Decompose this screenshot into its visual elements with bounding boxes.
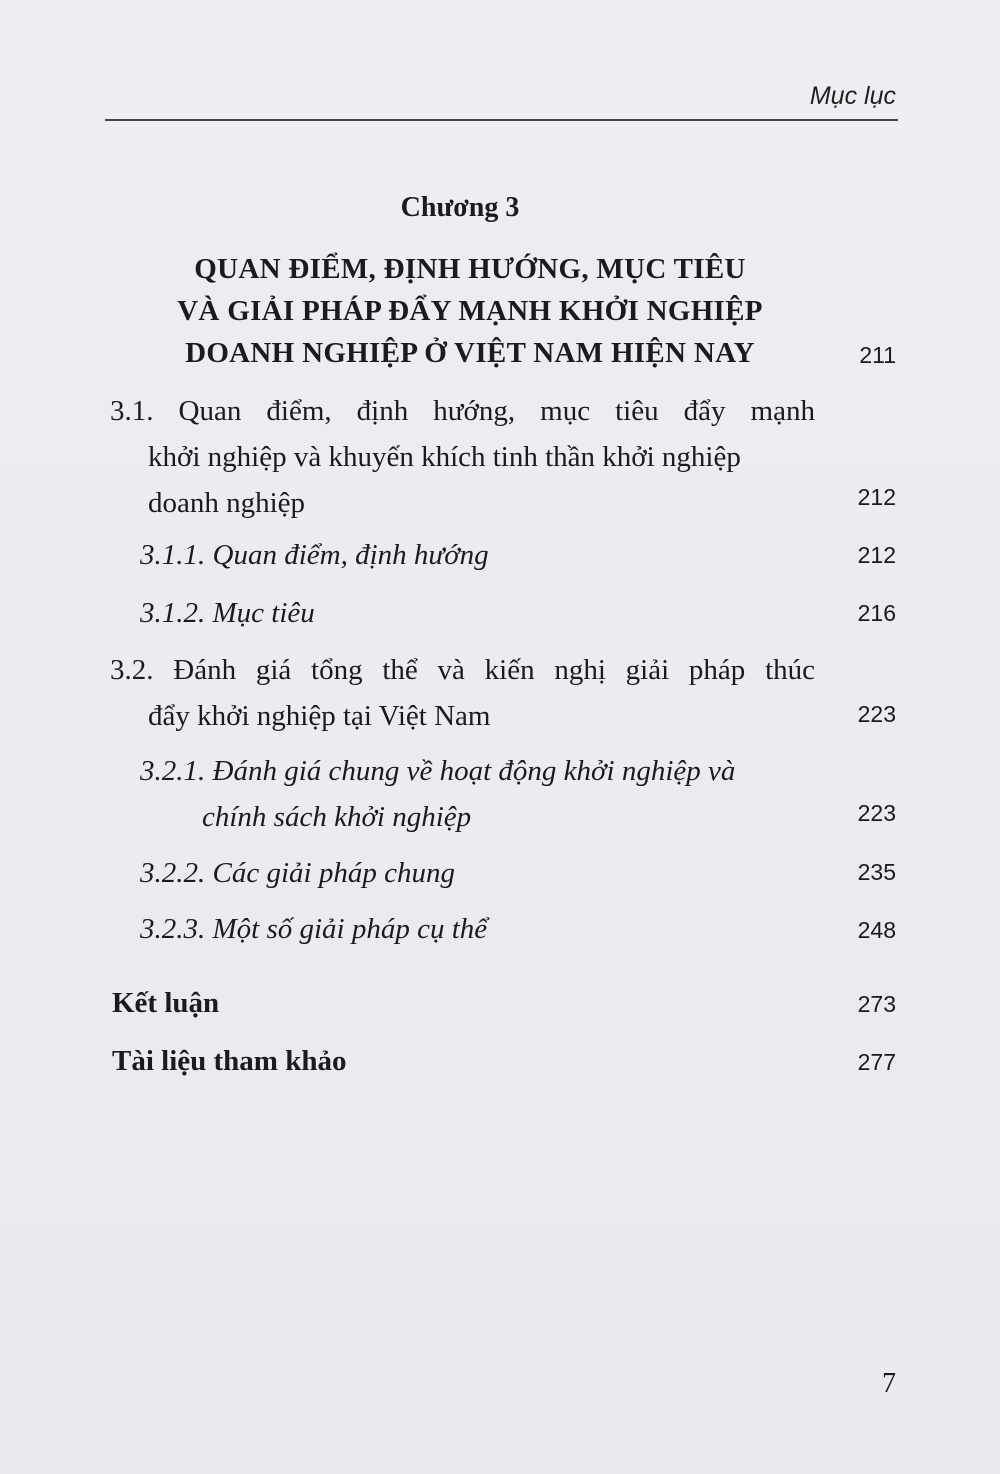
chapter-title-line: VÀ GIẢI PHÁP ĐẨY MẠNH KHỞI NGHIỆP (177, 295, 763, 327)
toc-page-number: 216 (857, 600, 896, 626)
page-number: 7 (882, 1368, 896, 1399)
toc-entry-line: 3.1.1. Quan điểm, định hướng (140, 539, 489, 571)
toc-entry-line: đẩy khởi nghiệp tại Việt Nam (148, 700, 491, 732)
toc-entry-line: 3.1.2. Mục tiêu (140, 597, 315, 629)
toc-page-number: 212 (857, 542, 896, 568)
toc-page-number: 223 (857, 800, 896, 826)
header-rule (105, 119, 898, 121)
toc-page-number: 277 (857, 1049, 896, 1075)
chapter-title (110, 248, 830, 374)
toc-entry-line: 3.2. Đánh giá tổng thể và kiến nghị giải pháp thúc (110, 654, 815, 686)
chapter-title-line: QUAN ĐIỂM, ĐỊNH HƯỚNG, MỤC TIÊU (194, 253, 746, 285)
toc-entry-3-2-2[interactable] (140, 850, 820, 896)
toc-page-number: 235 (857, 859, 896, 885)
toc-entry-3-1-2[interactable] (140, 590, 820, 636)
chapter-title-line: DOANH NGHIỆP Ở VIỆT NAM HIỆN NAY (185, 337, 755, 369)
toc-entry-line: 3.2.1. Đánh giá chung về hoạt động khởi nghiệp và (140, 755, 736, 787)
toc-entry-line: 3.1. Quan điểm, định hướng, mục tiêu đẩy mạnh (110, 395, 815, 427)
chapter-page-number: 211 (859, 342, 896, 368)
toc-page-number: 223 (857, 701, 896, 727)
chapter-label: Chương 3 (400, 192, 520, 223)
toc-entry-3-1-1[interactable] (140, 532, 820, 578)
toc-entry-line: 3.2.2. Các giải pháp chung (140, 857, 455, 889)
toc-entry-line: 3.2.3. Một số giải pháp cụ thể (140, 913, 488, 945)
toc-entry-3-2-3[interactable] (140, 906, 820, 952)
toc-entry-3-2[interactable] (110, 647, 815, 739)
toc-entry-line: khởi nghiệp và khuyến khích tinh thần khởi nghiệp (148, 441, 741, 473)
toc-entry-line: doanh nghiệp (148, 487, 306, 519)
toc-page-number: 273 (857, 991, 896, 1017)
toc-entry-conclusion[interactable]: Kết luận (112, 987, 220, 1019)
toc-entry-3-2-1[interactable] (140, 748, 820, 840)
toc-page-number: 248 (857, 917, 896, 943)
toc-page-number: 212 (857, 484, 896, 510)
toc-entry-3-1[interactable] (110, 388, 815, 526)
toc-entry-references[interactable]: Tài liệu tham khảo (112, 1045, 347, 1077)
running-head: Mục lục (809, 82, 896, 110)
toc-entry-line: chính sách khởi nghiệp (202, 801, 472, 833)
